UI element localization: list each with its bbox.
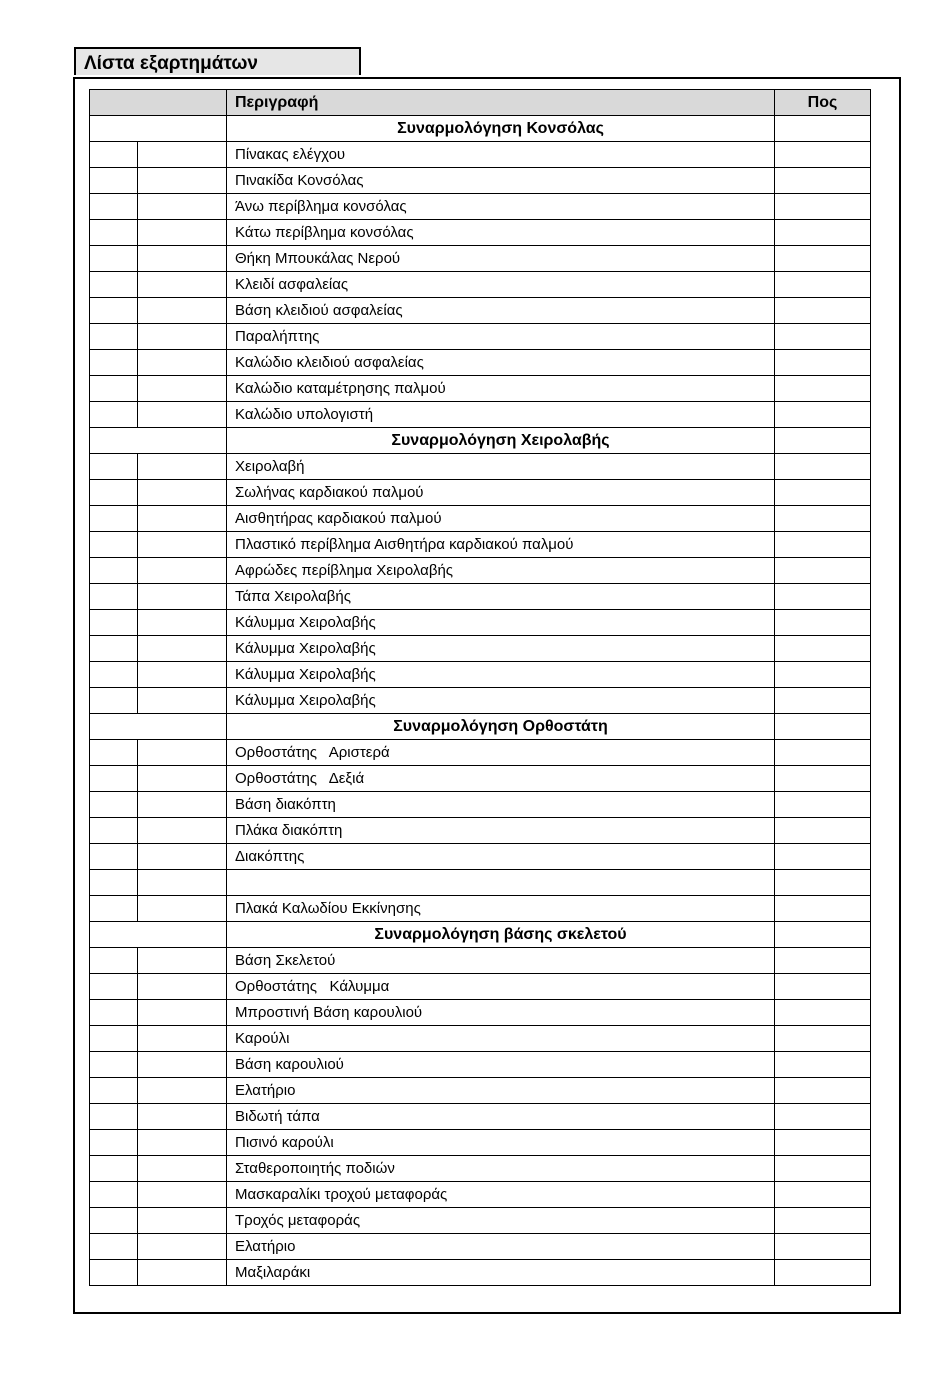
table-row — [90, 454, 871, 480]
item-qty-cell — [775, 1260, 871, 1286]
item-number-cell — [90, 584, 138, 610]
item-qty-cell — [775, 1026, 871, 1052]
table-row — [90, 558, 871, 584]
item-code-cell — [138, 168, 227, 194]
item-description: Βάση διακόπτη — [227, 792, 775, 818]
table-row — [90, 298, 871, 324]
table-row — [90, 168, 871, 194]
item-number-cell — [90, 454, 138, 480]
item-qty-cell — [775, 1000, 871, 1026]
table-row — [90, 402, 871, 428]
item-code-cell — [138, 662, 227, 688]
item-description: Ελατήριο — [227, 1078, 775, 1104]
table-row — [90, 974, 871, 1000]
item-qty-cell — [775, 506, 871, 532]
item-number-cell — [90, 662, 138, 688]
item-qty-cell — [775, 194, 871, 220]
item-description: Πλακά Καλωδίου Εκκίνησης — [227, 896, 775, 922]
item-description: Μασκαραλίκι τροχού μεταφοράς — [227, 1182, 775, 1208]
item-description: Χειρολαβή — [227, 454, 775, 480]
item-code-cell — [138, 558, 227, 584]
item-number-cell — [90, 974, 138, 1000]
section-qty-cell — [775, 116, 871, 142]
section-qty-cell — [775, 428, 871, 454]
section-row — [90, 116, 871, 142]
table-row — [90, 818, 871, 844]
item-description: Καλώδιο κλειδιού ασφαλείας — [227, 350, 775, 376]
item-number-cell — [90, 324, 138, 350]
table-row — [90, 350, 871, 376]
item-code-cell — [138, 1208, 227, 1234]
item-number-cell — [90, 896, 138, 922]
page-title: Λίστα εξαρτημάτων — [74, 47, 361, 75]
item-qty-cell — [775, 1182, 871, 1208]
item-qty-cell — [775, 272, 871, 298]
table-row — [90, 662, 871, 688]
item-qty-cell — [775, 870, 871, 896]
item-number-cell — [90, 1182, 138, 1208]
item-qty-cell — [775, 1130, 871, 1156]
table-row — [90, 1234, 871, 1260]
table-row — [90, 792, 871, 818]
header-qty: Πος — [775, 90, 871, 116]
item-qty-cell — [775, 480, 871, 506]
item-description: Ελατήριο — [227, 1234, 775, 1260]
item-number-cell — [90, 688, 138, 714]
item-number-cell — [90, 220, 138, 246]
table-row — [90, 1260, 871, 1286]
item-code-cell — [138, 350, 227, 376]
item-code-cell — [138, 1052, 227, 1078]
item-description: Κάλυμμα Χειρολαβής — [227, 688, 775, 714]
table-row — [90, 610, 871, 636]
table-row — [90, 1078, 871, 1104]
item-description: Πλάκα διακόπτη — [227, 818, 775, 844]
section-row — [90, 428, 871, 454]
section-title: Συναρμολόγηση Χειρολαβής — [227, 428, 775, 454]
table-row — [90, 740, 871, 766]
item-qty-cell — [775, 740, 871, 766]
item-code-cell — [138, 1234, 227, 1260]
item-number-cell — [90, 1156, 138, 1182]
section-qty-cell — [775, 922, 871, 948]
item-qty-cell — [775, 246, 871, 272]
item-number-cell — [90, 1052, 138, 1078]
item-number-cell — [90, 740, 138, 766]
item-description: Βάση κλειδιού ασφαλείας — [227, 298, 775, 324]
table-row — [90, 532, 871, 558]
section-blank-cell — [90, 428, 227, 454]
table-row — [90, 1026, 871, 1052]
item-code-cell — [138, 948, 227, 974]
item-number-cell — [90, 1130, 138, 1156]
parts-table-body — [90, 90, 871, 1286]
item-number-cell — [90, 480, 138, 506]
item-code-cell — [138, 766, 227, 792]
table-row — [90, 194, 871, 220]
item-number-cell — [90, 194, 138, 220]
header-description: Περιγραφή — [227, 90, 775, 116]
item-number-cell — [90, 792, 138, 818]
item-code-cell — [138, 272, 227, 298]
item-number-cell — [90, 1234, 138, 1260]
item-description: Βάση Σκελετού — [227, 948, 775, 974]
item-code-cell — [138, 584, 227, 610]
item-description: Ορθοστάτης Κάλυμμα — [227, 974, 775, 1000]
table-row — [90, 844, 871, 870]
item-code-cell — [138, 402, 227, 428]
item-qty-cell — [775, 1052, 871, 1078]
item-qty-cell — [775, 636, 871, 662]
item-code-cell — [138, 194, 227, 220]
item-description — [227, 870, 775, 896]
item-number-cell — [90, 948, 138, 974]
table-row — [90, 220, 871, 246]
item-code-cell — [138, 636, 227, 662]
item-qty-cell — [775, 142, 871, 168]
item-qty-cell — [775, 688, 871, 714]
item-description: Κάτω περίβλημα κονσόλας — [227, 220, 775, 246]
item-qty-cell — [775, 298, 871, 324]
item-number-cell — [90, 402, 138, 428]
item-qty-cell — [775, 818, 871, 844]
item-qty-cell — [775, 766, 871, 792]
item-qty-cell — [775, 376, 871, 402]
item-number-cell — [90, 376, 138, 402]
item-description: Τροχός μεταφοράς — [227, 1208, 775, 1234]
item-code-cell — [138, 844, 227, 870]
item-description: Αφρώδες περίβλημα Χειρολαβής — [227, 558, 775, 584]
section-title: Συναρμολόγηση Ορθοστάτη — [227, 714, 775, 740]
item-code-cell — [138, 1156, 227, 1182]
table-row — [90, 636, 871, 662]
table-row — [90, 1156, 871, 1182]
table-row — [90, 1208, 871, 1234]
item-description: Πισινό καρούλι — [227, 1130, 775, 1156]
item-number-cell — [90, 870, 138, 896]
item-description: Θήκη Μπουκάλας Νερού — [227, 246, 775, 272]
table-row — [90, 480, 871, 506]
item-code-cell — [138, 896, 227, 922]
item-description: Πίνακας ελέγχου — [227, 142, 775, 168]
item-code-cell — [138, 870, 227, 896]
item-number-cell — [90, 1026, 138, 1052]
item-qty-cell — [775, 896, 871, 922]
table-row — [90, 896, 871, 922]
item-number-cell — [90, 506, 138, 532]
item-number-cell — [90, 246, 138, 272]
table-row — [90, 324, 871, 350]
section-title: Συναρμολόγηση Κονσόλας — [227, 116, 775, 142]
item-code-cell — [138, 688, 227, 714]
item-qty-cell — [775, 1156, 871, 1182]
item-number-cell — [90, 1000, 138, 1026]
item-number-cell — [90, 1260, 138, 1286]
item-code-cell — [138, 974, 227, 1000]
item-description: Καρούλι — [227, 1026, 775, 1052]
table-row — [90, 246, 871, 272]
item-qty-cell — [775, 220, 871, 246]
table-row — [90, 948, 871, 974]
parts-table — [89, 89, 871, 1286]
item-qty-cell — [775, 584, 871, 610]
item-description: Βιδωτή τάπα — [227, 1104, 775, 1130]
item-number-cell — [90, 636, 138, 662]
item-code-cell — [138, 480, 227, 506]
item-description: Άνω περίβλημα κονσόλας — [227, 194, 775, 220]
item-description: Πινακίδα Κονσόλας — [227, 168, 775, 194]
item-number-cell — [90, 168, 138, 194]
item-number-cell — [90, 844, 138, 870]
table-row — [90, 766, 871, 792]
table-row — [90, 1182, 871, 1208]
item-number-cell — [90, 350, 138, 376]
item-description: Αισθητήρας καρδιακού παλμού — [227, 506, 775, 532]
item-qty-cell — [775, 324, 871, 350]
item-code-cell — [138, 818, 227, 844]
item-number-cell — [90, 272, 138, 298]
item-qty-cell — [775, 844, 871, 870]
item-qty-cell — [775, 974, 871, 1000]
item-code-cell — [138, 376, 227, 402]
item-code-cell — [138, 532, 227, 558]
item-number-cell — [90, 766, 138, 792]
item-description: Ορθοστάτης Δεξιά — [227, 766, 775, 792]
item-description: Τάπα Χειρολαβής — [227, 584, 775, 610]
item-code-cell — [138, 1104, 227, 1130]
item-description: Βάση καρουλιού — [227, 1052, 775, 1078]
item-qty-cell — [775, 1208, 871, 1234]
item-qty-cell — [775, 948, 871, 974]
item-number-cell — [90, 1104, 138, 1130]
item-description: Παραλήπτης — [227, 324, 775, 350]
item-code-cell — [138, 1078, 227, 1104]
item-description: Πλαστικό περίβλημα Αισθητήρα καρδιακού παλμού — [227, 532, 775, 558]
item-qty-cell — [775, 1234, 871, 1260]
item-code-cell — [138, 1260, 227, 1286]
item-qty-cell — [775, 1104, 871, 1130]
item-description: Μπροστινή Βάση καρουλιού — [227, 1000, 775, 1026]
table-row — [90, 1000, 871, 1026]
section-title: Συναρμολόγηση βάσης σκελετού — [227, 922, 775, 948]
item-number-cell — [90, 558, 138, 584]
section-row — [90, 922, 871, 948]
item-code-cell — [138, 1130, 227, 1156]
item-code-cell — [138, 220, 227, 246]
item-description: Κάλυμμα Χειρολαβής — [227, 636, 775, 662]
item-qty-cell — [775, 168, 871, 194]
header-blank-cell — [90, 90, 227, 116]
item-code-cell — [138, 142, 227, 168]
item-qty-cell — [775, 350, 871, 376]
item-qty-cell — [775, 532, 871, 558]
item-qty-cell — [775, 662, 871, 688]
item-code-cell — [138, 1026, 227, 1052]
item-code-cell — [138, 324, 227, 350]
item-description: Μαξιλαράκι — [227, 1260, 775, 1286]
item-description: Καλώδιο υπολογιστή — [227, 402, 775, 428]
table-row — [90, 506, 871, 532]
item-description: Σωλήνας καρδιακού παλμού — [227, 480, 775, 506]
item-description: Διακόπτης — [227, 844, 775, 870]
item-number-cell — [90, 610, 138, 636]
item-description: Ορθοστάτης Αριστερά — [227, 740, 775, 766]
item-number-cell — [90, 142, 138, 168]
item-code-cell — [138, 298, 227, 324]
item-code-cell — [138, 610, 227, 636]
section-blank-cell — [90, 116, 227, 142]
item-description: Σταθεροποιητής ποδιών — [227, 1156, 775, 1182]
table-row — [90, 272, 871, 298]
item-code-cell — [138, 506, 227, 532]
section-qty-cell — [775, 714, 871, 740]
item-qty-cell — [775, 454, 871, 480]
table-row — [90, 688, 871, 714]
table-header-row — [90, 90, 871, 116]
table-row — [90, 376, 871, 402]
item-code-cell — [138, 246, 227, 272]
table-row — [90, 142, 871, 168]
item-qty-cell — [775, 1078, 871, 1104]
table-row — [90, 870, 871, 896]
item-code-cell — [138, 792, 227, 818]
section-blank-cell — [90, 714, 227, 740]
table-row — [90, 1130, 871, 1156]
item-number-cell — [90, 1078, 138, 1104]
item-code-cell — [138, 1000, 227, 1026]
table-row — [90, 584, 871, 610]
section-blank-cell — [90, 922, 227, 948]
item-code-cell — [138, 1182, 227, 1208]
item-qty-cell — [775, 402, 871, 428]
item-description: Κάλυμμα Χειρολαβής — [227, 610, 775, 636]
item-number-cell — [90, 298, 138, 324]
item-number-cell — [90, 818, 138, 844]
item-number-cell — [90, 1208, 138, 1234]
item-description: Κάλυμμα Χειρολαβής — [227, 662, 775, 688]
item-code-cell — [138, 740, 227, 766]
table-row — [90, 1104, 871, 1130]
section-row — [90, 714, 871, 740]
item-code-cell — [138, 454, 227, 480]
item-number-cell — [90, 532, 138, 558]
table-row — [90, 1052, 871, 1078]
item-qty-cell — [775, 610, 871, 636]
item-description: Κλειδί ασφαλείας — [227, 272, 775, 298]
item-qty-cell — [775, 792, 871, 818]
item-description: Καλώδιο καταμέτρησης παλμού — [227, 376, 775, 402]
item-qty-cell — [775, 558, 871, 584]
